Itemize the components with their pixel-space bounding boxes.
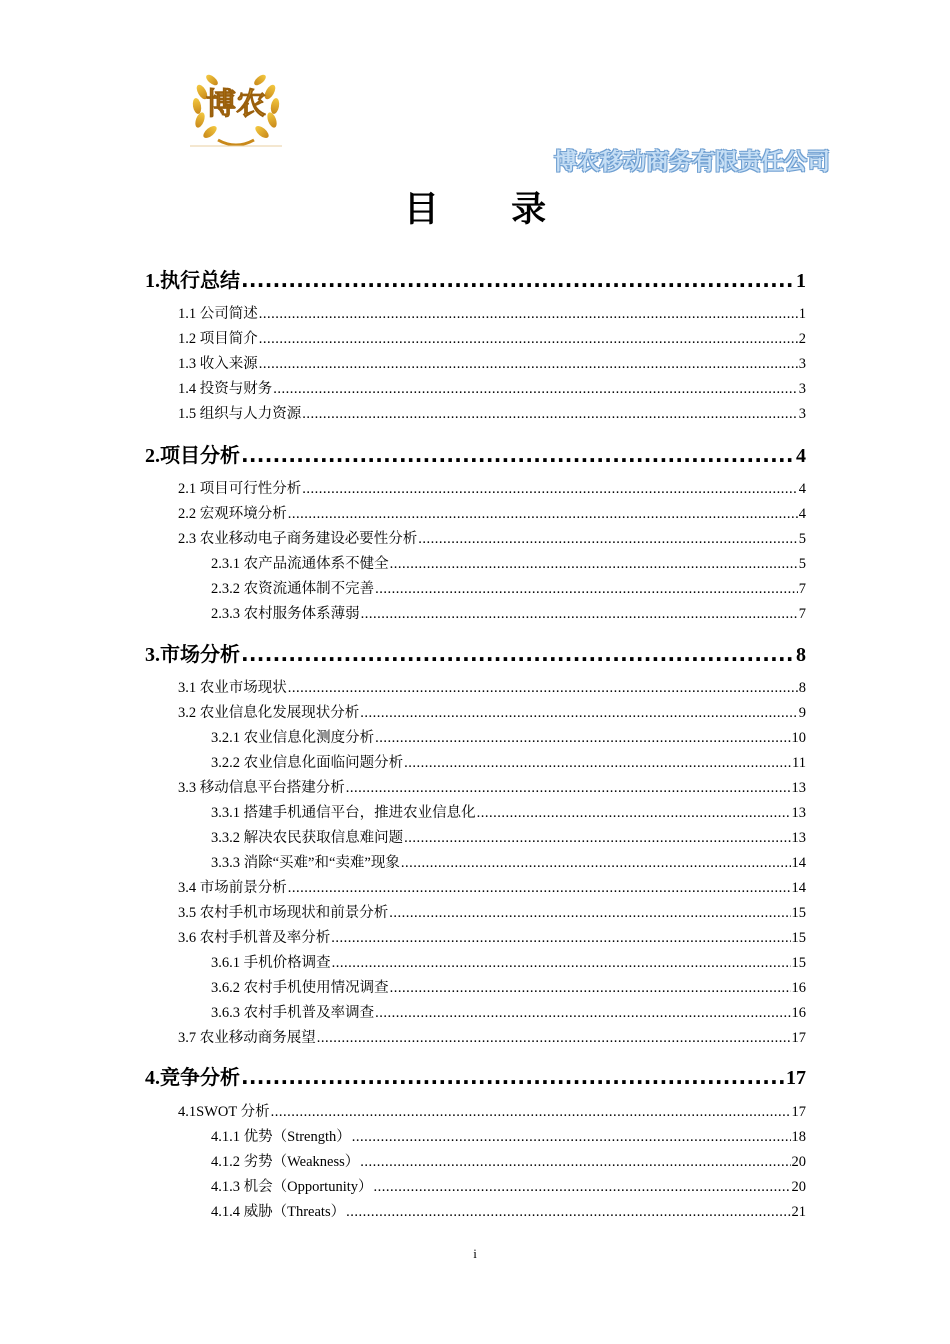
toc-entry-label: 1.1 公司简述	[178, 306, 258, 322]
toc-entry-page: 7	[798, 606, 806, 622]
toc-entry-page: 3	[798, 406, 806, 422]
toc-dot-leader	[375, 581, 798, 598]
toc-entry-label: 3.6.3 农村手机普及率调查	[211, 1005, 375, 1021]
toc-dot-leader	[302, 406, 798, 423]
toc-entry-label: 2.3.3 农村服务体系薄弱	[211, 606, 360, 622]
toc-entry-page: 4	[798, 506, 806, 522]
toc-subsection-entry[interactable]	[211, 1175, 806, 1196]
toc-subsection-entry[interactable]	[211, 801, 806, 822]
toc-entry-label: 3.5 农村手机市场现状和前景分析	[178, 905, 389, 921]
toc-entry-page: 13	[791, 830, 806, 846]
toc-entry-label: 2.2 宏观环境分析	[178, 506, 287, 522]
toc-entry-page: 4	[798, 481, 806, 497]
toc-subsection-entry[interactable]	[211, 951, 806, 972]
toc-entry-label: 3.3 移动信息平台搭建分析	[178, 780, 345, 796]
toc-subsection-entry[interactable]	[211, 726, 806, 747]
toc-entry-page: 14	[791, 855, 806, 871]
toc-entry-label: 1.执行总结	[145, 270, 240, 292]
toc-dot-leader	[418, 531, 798, 548]
company-name: 博农移动商务有限责任公司	[554, 149, 830, 175]
toc-dot-leader	[271, 1104, 791, 1121]
toc-section-entry[interactable]	[178, 776, 806, 797]
toc-dot-leader	[352, 1129, 791, 1146]
toc-dot-leader	[404, 755, 791, 772]
toc-entry-page: 10	[791, 730, 806, 746]
toc-section-entry[interactable]	[178, 377, 806, 398]
toc-entry-page: 4	[796, 445, 806, 467]
toc-entry-label: 3.3.2 解决农民获取信息难问题	[211, 830, 404, 846]
toc-entry-label: 3.2.1 农业信息化测度分析	[211, 730, 375, 746]
toc-dot-leader	[389, 905, 790, 922]
toc-section-entry[interactable]	[178, 302, 806, 323]
toc-entry-label: 2.1 项目可行性分析	[178, 481, 302, 497]
toc-entry-label: 3.市场分析	[145, 644, 240, 666]
toc-chapter-entry[interactable]	[145, 638, 806, 667]
toc-subsection-entry[interactable]	[211, 1200, 806, 1221]
toc-entry-label: 1.3 收入来源	[178, 356, 258, 372]
toc-entry-page: 3	[798, 356, 806, 372]
toc-entry-page: 5	[798, 556, 806, 572]
toc-dot-leader	[360, 705, 798, 722]
page-number: i	[473, 1246, 477, 1261]
toc-entry-page: 14	[791, 880, 806, 896]
toc-entry-page: 8	[798, 680, 806, 696]
toc-dot-leader	[361, 606, 798, 623]
toc-section-entry[interactable]	[178, 1026, 806, 1047]
toc-section-entry[interactable]	[178, 327, 806, 348]
toc-chapter-entry[interactable]	[145, 1061, 806, 1090]
toc-section-entry[interactable]	[178, 926, 806, 947]
toc-dot-leader	[332, 955, 791, 972]
toc-entry-page: 1	[796, 270, 806, 292]
toc-dot-leader	[259, 356, 798, 373]
toc-subsection-entry[interactable]	[211, 1150, 806, 1171]
toc-section-entry[interactable]	[178, 402, 806, 423]
toc-entry-page: 15	[791, 955, 806, 971]
toc-chapter-entry[interactable]	[145, 439, 806, 468]
toc-entry-label: 1.4 投资与财务	[178, 381, 273, 397]
toc-dot-leader	[273, 381, 798, 398]
toc-subsection-entry[interactable]	[211, 1001, 806, 1022]
toc-entry-label: 2.3.1 农产品流通体系不健全	[211, 556, 389, 572]
toc-dot-leader	[360, 1154, 790, 1171]
toc-entry-label: 3.6 农村手机普及率分析	[178, 930, 331, 946]
toc-subsection-entry[interactable]	[211, 976, 806, 997]
toc-entry-label: 3.6.2 农村手机使用情况调查	[211, 980, 389, 996]
toc-dot-leader	[259, 306, 798, 323]
toc-dot-leader	[401, 855, 791, 872]
toc-entry-page: 17	[791, 1104, 806, 1120]
toc-subsection-entry[interactable]	[211, 1125, 806, 1146]
toc-dot-leader	[390, 980, 791, 997]
toc-entry-label: 1.5 组织与人力资源	[178, 406, 302, 422]
toc-subsection-entry[interactable]	[211, 851, 806, 872]
toc-entry-page: 15	[791, 930, 806, 946]
toc-dot-leader	[404, 830, 790, 847]
toc-entry-label: 2.项目分析	[145, 445, 240, 467]
toc-section-entry[interactable]	[178, 352, 806, 373]
toc-section-entry[interactable]	[178, 527, 806, 548]
toc-subsection-entry[interactable]	[211, 577, 806, 598]
toc-dot-leader	[317, 1030, 791, 1047]
toc-entry-page: 20	[791, 1179, 806, 1195]
toc-dot-leader	[288, 680, 798, 697]
toc-entry-page: 11	[792, 755, 806, 771]
toc-dot-leader	[390, 556, 798, 573]
toc-entry-label: 3.3.3 消除“买难”和“卖难”现象	[211, 855, 400, 871]
toc-entry-page: 17	[786, 1067, 806, 1089]
toc-entry-label: 4.竞争分析	[145, 1067, 240, 1089]
logo-text: 博农	[206, 87, 266, 122]
toc-entry-label: 4.1.1 优势（Strength）	[211, 1129, 351, 1145]
toc-dot-leader	[288, 506, 798, 523]
toc-entry-page: 9	[798, 705, 806, 721]
toc-dot-leader	[302, 481, 798, 498]
toc-entry-page: 3	[798, 381, 806, 397]
toc-entry-label: 4.1SWOT 分析	[178, 1104, 270, 1120]
toc-entry-page: 21	[791, 1204, 806, 1220]
toc-section-entry[interactable]	[178, 1100, 806, 1121]
toc-entry-label: 4.1.3 机会（Opportunity）	[211, 1179, 373, 1195]
toc-section-entry[interactable]	[178, 701, 806, 722]
toc-subsection-entry[interactable]	[211, 826, 806, 847]
toc-dot-leader	[288, 880, 791, 897]
toc-entry-page: 5	[798, 531, 806, 547]
wheat-wreath-icon	[188, 62, 284, 148]
toc-dot-leader	[241, 268, 795, 292]
toc-entry-label: 3.1 农业市场现状	[178, 680, 287, 696]
toc-entry-label: 3.2 农业信息化发展现状分析	[178, 705, 360, 721]
toc-entry-page: 15	[791, 905, 806, 921]
toc-entry-page: 8	[796, 644, 806, 666]
toc-section-entry[interactable]	[178, 477, 806, 498]
toc-dot-leader	[346, 780, 791, 797]
toc-subsection-entry[interactable]	[211, 602, 806, 623]
toc-section-entry[interactable]	[178, 676, 806, 697]
toc-dot-leader	[374, 1179, 791, 1196]
toc-dot-leader	[241, 443, 795, 467]
toc-subsection-entry[interactable]	[211, 751, 806, 772]
toc-dot-leader	[241, 642, 795, 666]
toc-section-entry[interactable]	[178, 502, 806, 523]
toc-dot-leader	[375, 730, 790, 747]
toc-entry-label: 2.3.2 农资流通体制不完善	[211, 581, 375, 597]
toc-section-entry[interactable]	[178, 901, 806, 922]
toc-entry-page: 2	[798, 331, 806, 347]
toc-entry-label: 3.3.1 搭建手机通信平台，推进农业信息化	[211, 805, 476, 821]
company-logo	[188, 62, 284, 148]
toc-dot-leader	[477, 805, 791, 822]
toc-dot-leader	[241, 1065, 785, 1089]
toc-entry-label: 3.6.1 手机价格调查	[211, 955, 331, 971]
toc-entry-label: 3.2.2 农业信息化面临问题分析	[211, 755, 404, 771]
toc-entry-page: 13	[791, 780, 806, 796]
toc-entry-label: 4.1.4 威胁（Threats）	[211, 1204, 346, 1220]
toc-entry-page: 18	[791, 1129, 806, 1145]
toc-entry-page: 16	[791, 1005, 806, 1021]
page-title: 目 录	[403, 190, 577, 230]
toc-entry-label: 1.2 项目简介	[178, 331, 258, 347]
toc-chapter-entry[interactable]	[145, 264, 806, 293]
toc-entry-page: 17	[791, 1030, 806, 1046]
toc-entry-page: 7	[798, 581, 806, 597]
toc-entry-label: 3.4 市场前景分析	[178, 880, 287, 896]
toc-entry-label: 4.1.2 劣势（Weakness）	[211, 1154, 360, 1170]
toc-dot-leader	[331, 930, 790, 947]
toc-dot-leader	[375, 1005, 790, 1022]
toc-dot-leader	[259, 331, 798, 348]
toc-subsection-entry[interactable]	[211, 552, 806, 573]
toc-section-entry[interactable]	[178, 876, 806, 897]
toc-entry-page: 16	[791, 980, 806, 996]
toc-entry-label: 3.7 农业移动商务展望	[178, 1030, 316, 1046]
toc-entry-page: 13	[791, 805, 806, 821]
toc-entry-page: 20	[791, 1154, 806, 1170]
toc-entry-label: 2.3 农业移动电子商务建设必要性分析	[178, 531, 418, 547]
toc-dot-leader	[346, 1204, 790, 1221]
toc-entry-page: 1	[798, 306, 806, 322]
